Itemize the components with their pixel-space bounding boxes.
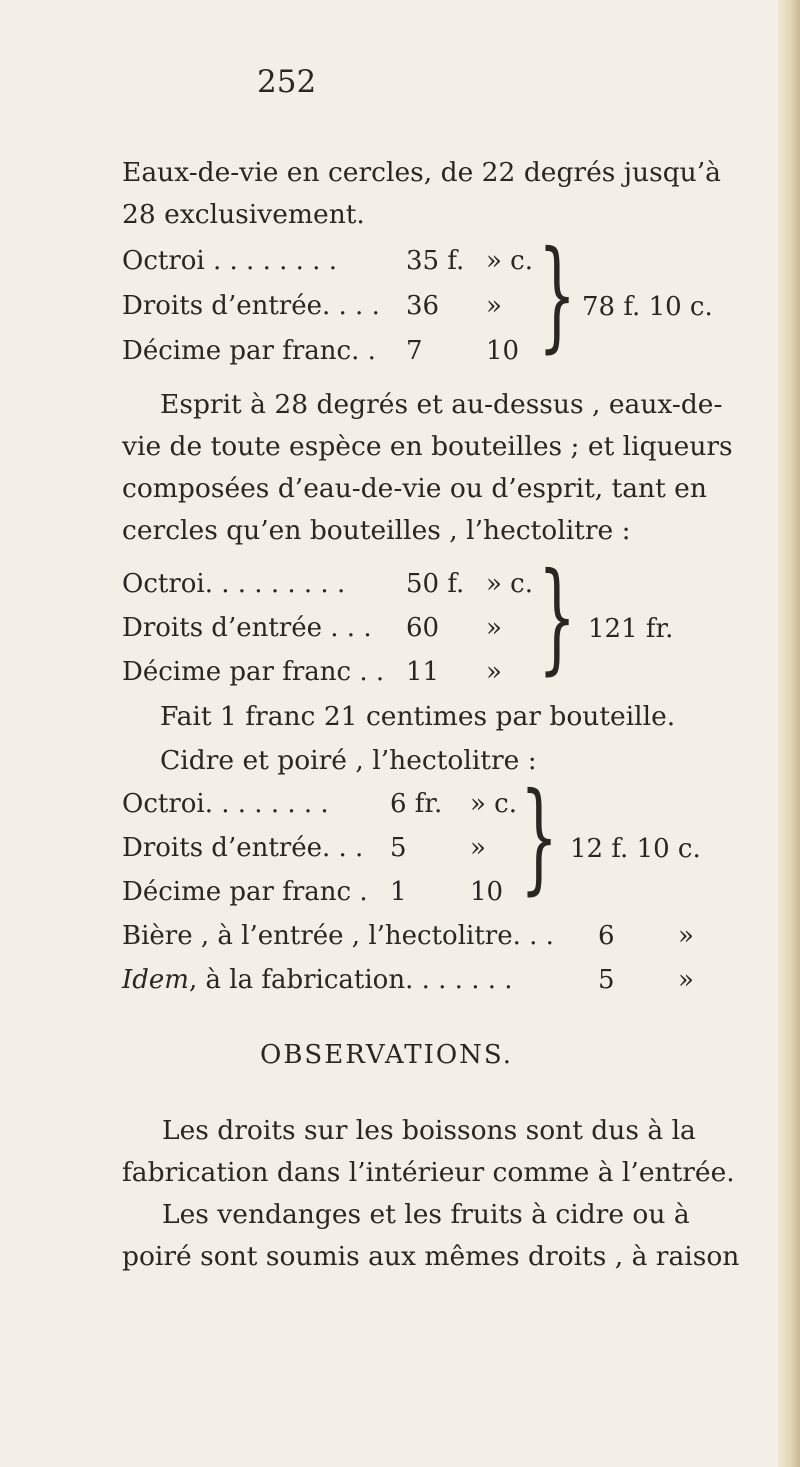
text-line: 28 exclusivement. — [122, 199, 365, 230]
row-centimes: » c. — [486, 246, 533, 276]
text-line: Les droits sur les boissons sont dus à la — [162, 1115, 696, 1146]
row-francs: 6 fr. — [390, 789, 443, 819]
row-centimes: 10 — [486, 336, 520, 366]
text-line: Les vendanges et les fruits à cidre ou à — [162, 1199, 690, 1230]
row-centimes: » — [678, 965, 694, 995]
row-centimes: 10 — [470, 877, 504, 907]
row-label: Droits d’entrée . . . — [122, 613, 372, 643]
table-total: 78 f. 10 c. — [582, 292, 713, 322]
brace: } — [538, 548, 577, 687]
row-francs: 35 f. — [406, 246, 465, 276]
row-label: Octroi . . . . . . . . — [122, 246, 337, 276]
row-label: Droits d’entrée. . . — [122, 833, 364, 863]
text-line: vie de toute espèce en bouteilles ; et liqueurs — [122, 431, 733, 462]
row-centimes: » c. — [486, 569, 533, 599]
row-centimes: » — [486, 613, 502, 643]
table-total: 121 fr. — [588, 614, 674, 644]
text-line: poiré sont soumis aux mêmes droits , à raison — [122, 1241, 740, 1272]
paragraph-esprit — [122, 384, 762, 552]
text-line: fabrication dans l’intérieur comme à l’entrée. — [122, 1157, 735, 1188]
brace: } — [520, 768, 559, 907]
text-line: Eaux-de-vie en cercles, de 22 degrés jusqu’à — [122, 157, 721, 188]
idem-label: Idem — [122, 965, 189, 995]
row-label: Octroi. . . . . . . . . — [122, 569, 346, 599]
row-francs: 60 — [406, 613, 440, 643]
page-number: 252 — [257, 64, 317, 100]
row-label: Décime par franc . . — [122, 657, 385, 687]
row-centimes: » — [678, 921, 694, 951]
section-heading: OBSERVATIONS. — [260, 1040, 514, 1070]
row-centimes: » — [470, 833, 486, 863]
row-francs: 50 f. — [406, 569, 465, 599]
brace: } — [538, 226, 577, 365]
row-label: Décime par franc . — [122, 877, 368, 907]
paragraph-observations — [122, 1110, 782, 1278]
row-label: Droits d’entrée. . . . — [122, 291, 380, 321]
row-label: Décime par franc. . — [122, 336, 376, 366]
row-francs: 5 — [598, 965, 615, 995]
row-centimes: » — [486, 291, 502, 321]
row-label: Octroi. . . . . . . . — [122, 789, 329, 819]
text-line: composées d’eau-de-vie ou d’esprit, tant en — [122, 473, 707, 504]
row-francs: 36 — [406, 291, 440, 321]
text-line: Cidre et poiré , l’hectolitre : — [160, 745, 537, 776]
row-label — [122, 965, 513, 995]
text-line: Fait 1 franc 21 centimes par bouteille. — [160, 701, 676, 732]
text-line: Esprit à 28 degrés et au-dessus , eaux-de- — [160, 389, 723, 420]
row-francs: 7 — [406, 336, 423, 366]
row-francs: 11 — [406, 657, 440, 687]
row-centimes: » c. — [470, 789, 517, 819]
row-francs: 1 — [390, 877, 407, 907]
table-total: 12 f. 10 c. — [570, 834, 701, 864]
row-centimes: » — [486, 657, 502, 687]
idem-rest: , à la fabrication. . . . . . . — [188, 965, 513, 995]
row-francs: 6 — [598, 921, 615, 951]
row-label: Bière , à l’entrée , l’hectolitre. . . — [122, 921, 554, 951]
text-line: cercles qu’en bouteilles , l’hectolitre : — [122, 515, 631, 546]
row-francs: 5 — [390, 833, 407, 863]
paragraph-spirits-intro — [122, 152, 762, 236]
